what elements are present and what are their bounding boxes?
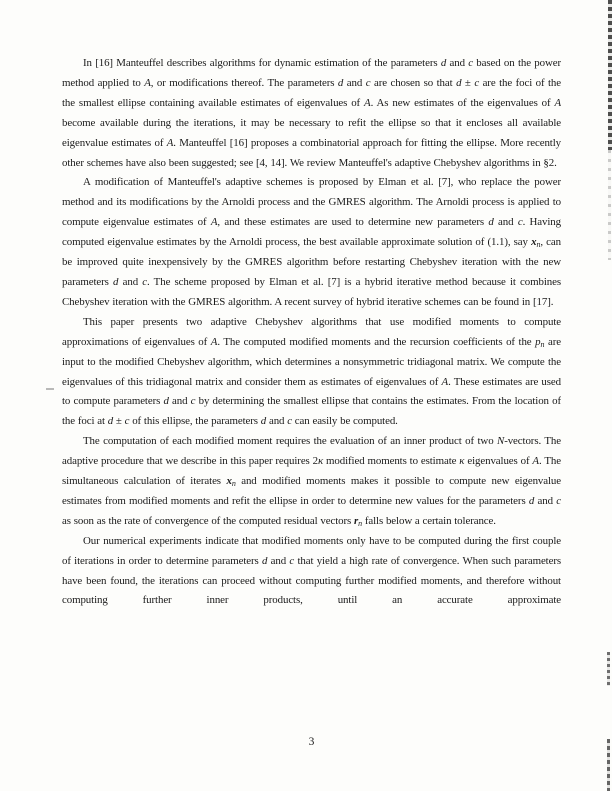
body-text-block: [62, 54, 561, 726]
scan-artifact-right-tail: [608, 150, 611, 260]
page-number: 3: [308, 736, 315, 748]
paragraph-modified-moment-cost: The computation of each modified moment requires the evaluation of an inner product of two N-vectors. The adaptive procedure that we describe in this paper requires 2κ modified moments to estimate κ eigenvalues of A. The simultaneous calculation of iterates $x_n$ and modified moments makes it possible to compute new eigenvalue estimates from modified moments and refit the ellipse in order to determine new values for the parameters d and c as soon as the rate of convergence of the computed residual vectors $r_n$ falls below a certain tolerance.: [62, 435, 561, 528]
scan-artifact-right-bottom: [607, 739, 610, 791]
paragraph-manteuffel-estimation: In [16] Manteuffel describes algorithms for dynamic estimation of the parameters d and c based on the power method applied to A, or modifications thereof. The parameters d and c are chosen so that d ± c are the foci of the the smallest ellipse containing available estimates of eigenvalues of A. As new estimates of the eigenvalues of A become available during the iterations, it may be necessary to refit the ellipse so that it encloses all available eigenvalue estimates of A. Manteuffel [16] proposes a combinatorial approach for fitting the ellipse. More recently other schemes have also been suggested; see [4, 14]. We review Manteuffel's adaptive Chebyshev algorithms in §2.: [62, 57, 561, 169]
scan-artifact-right-top: [608, 0, 612, 150]
scan-artifact-left-margin-dash: [46, 388, 54, 390]
scan-artifact-right-mid: [607, 652, 610, 686]
paragraph-this-paper: This paper presents two adaptive Chebyshev algorithms that use modified moments to compute approximations of eigenvalues of A. The computed modified moments and the recursion coefficients of the $p_n$ are input to the modified Chebyshev algorithm, which determines a nonsymmetric tridiagonal matrix. We compute the eigenvalues of this tridiagonal matrix and consider them as estimates of eigenvalues of A. These estimates are used to compute parameters d and c by determining the smallest ellipse that contains the estimates. From the location of the foci at d ± c of this ellipse, the parameters d and c can easily be computed.: [62, 315, 561, 428]
paragraph-elman-hybrid: A modification of Manteuffel's adaptive schemes is proposed by Elman et al. [7], who replace the power method and its modifications by the Arnoldi process and the GMRES algorithm. The Arnoldi process is applied to compute eigenvalue estimates of A, and these estimates are used to determine new parameters d and c. Having computed eigenvalue estimates by the Arnoldi process, the best available approximate solution of (1.1), say $x_n$, can be improved quite inexpensively by the GMRES algorithm before restarting Chebyshev iteration with the new parameters d and c. The scheme proposed by Elman et al. [7] is a hybrid iterative method because it combines Chebyshev iteration with the GMRES algorithm. A recent survey of hybrid iterative schemes can be found in [17].: [62, 176, 561, 308]
paragraph-numerical-experiments: Our numerical experiments indicate that modified moments only have to be computed during the first couple of iterations in order to determine parameters d and c that yield a high rate of convergence. When such parameters have been found, the iterations can proceed without computing further modified moments, and therefore without computing further inner products, until an accurate approximate: [62, 534, 561, 607]
